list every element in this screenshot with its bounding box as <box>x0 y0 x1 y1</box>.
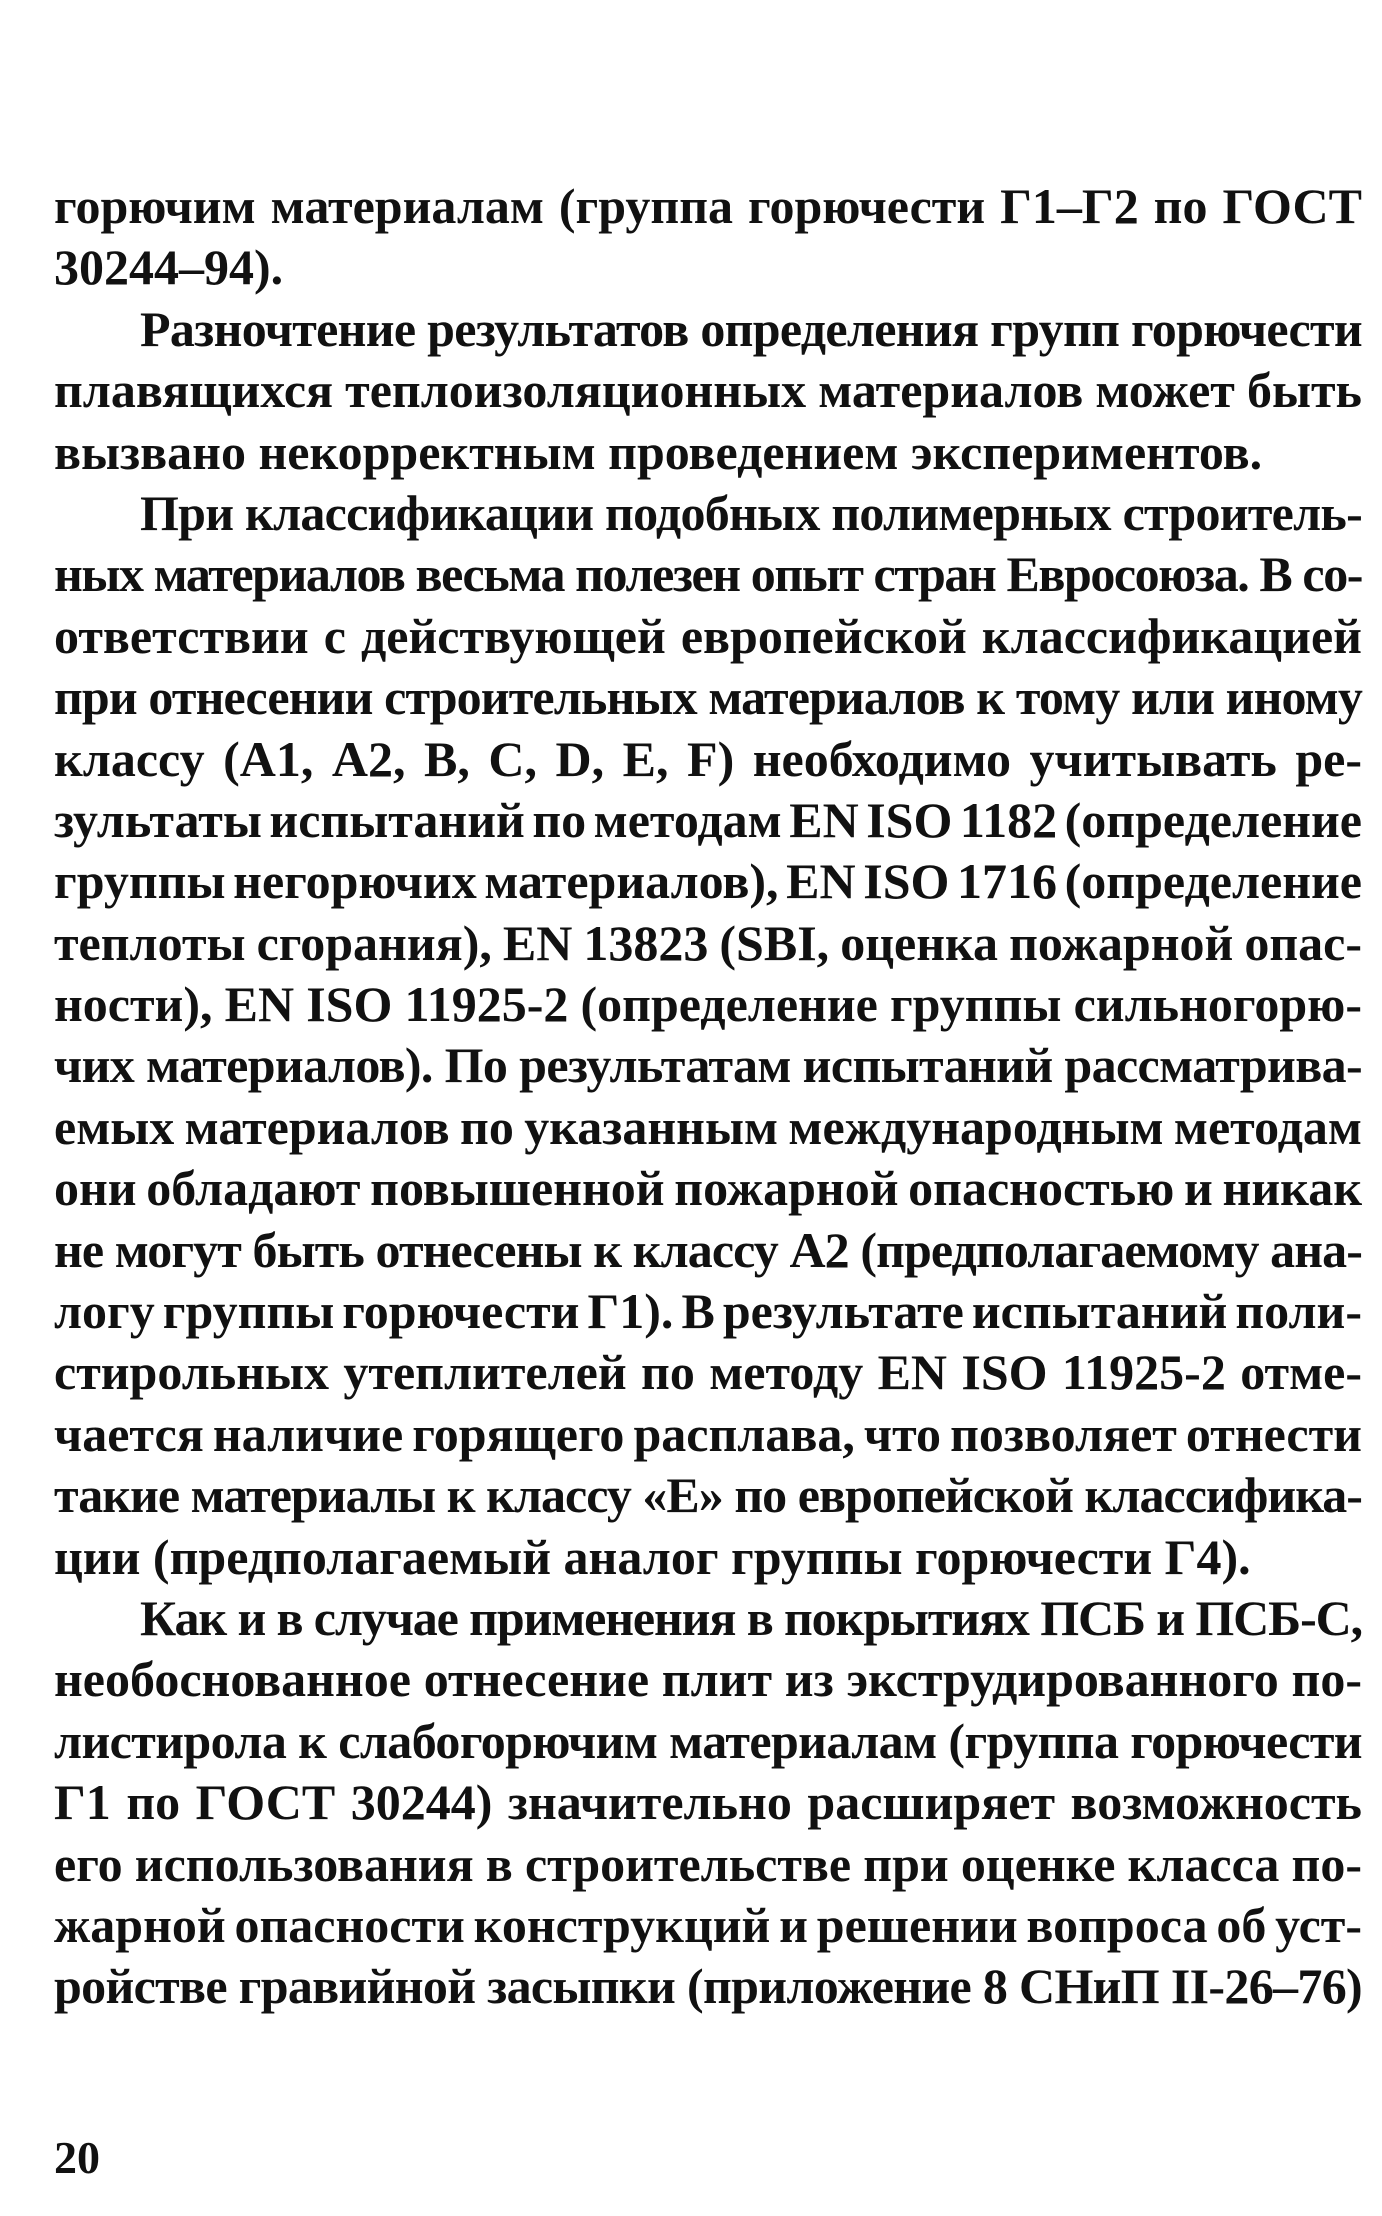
text-line: Разночтение результатов определения групп горючести <box>140 300 1362 357</box>
text-line: ности), EN ISO 11925-2 (определение группы сильногорю- <box>54 976 1362 1033</box>
text-line: группы негорючих материалов), EN ISO 1716 (определение <box>54 853 1362 910</box>
text-line: стирольных утеплителей по методу EN ISO 11925-2 отме- <box>54 1344 1362 1401</box>
text-line: При классификации подобных полимерных строитель- <box>140 484 1362 541</box>
text-line: ответствии с действующей европейской классификацией <box>54 607 1362 664</box>
text-line: чих материалов). По результатам испытаний рассматрива- <box>54 1037 1362 1094</box>
text-line: ции (предполагаемый аналог группы горючести Г4). <box>54 1528 1251 1585</box>
text-line: 30244–94). <box>54 239 284 296</box>
text-line: Г1 по ГОСТ 30244) значительно расширяет возможность <box>54 1774 1362 1831</box>
text-line: при отнесении строительных материалов к тому или иному <box>54 669 1362 726</box>
text-line: емых материалов по указанным международным методам <box>54 1098 1362 1155</box>
text-line: чается наличие горящего расплава, что позволяет отнести <box>54 1405 1362 1462</box>
text-line: не могут быть отнесены к классу А2 (предполагаемому ана- <box>54 1221 1362 1278</box>
text-line: Как и в случае применения в покрытиях ПСБ и ПСБ-С, <box>140 1589 1362 1646</box>
text-line: ройстве гравийной засыпки (приложение 8 СНиП II-26–76) <box>54 1958 1362 2015</box>
text-line: необоснованное отнесение плит из экструдированного по- <box>54 1651 1362 1708</box>
text-line: жарной опасности конструкций и решении вопроса об уст- <box>54 1896 1362 1953</box>
text-line: горючим материалам (группа горючести Г1–Г2 по ГОСТ <box>54 178 1362 234</box>
body-text <box>54 176 1362 2018</box>
text-line: зультаты испытаний по методам EN ISO 1182 (определение <box>54 791 1362 848</box>
text-line: его использования в строительстве при оценке класса по- <box>54 1835 1362 1892</box>
text-line: они обладают повышенной пожарной опасностью и никак <box>54 1160 1362 1217</box>
text-line: логу группы горючести Г1). В результате испытаний поли- <box>54 1283 1362 1340</box>
text-line: листирола к слабогорючим материалам (группа горючести <box>54 1712 1362 1769</box>
text-line: классу (А1, А2, В, С, D, Е, F) необходимо учитывать ре- <box>54 730 1362 787</box>
text-line: плавящихся теплоизоляционных материалов может быть <box>54 362 1362 419</box>
text-line: вызвано некорректным проведением экспериментов. <box>54 423 1263 480</box>
text-line: теплоты сгорания), EN 13823 (SBI, оценка пожарной опас- <box>54 914 1362 971</box>
page-number: 20 <box>54 2132 100 2183</box>
text-line: такие материалы к классу «Е» по европейской классифика- <box>54 1467 1362 1524</box>
text-line: ных материалов весьма полезен опыт стран Евросоюза. В со- <box>54 546 1362 603</box>
